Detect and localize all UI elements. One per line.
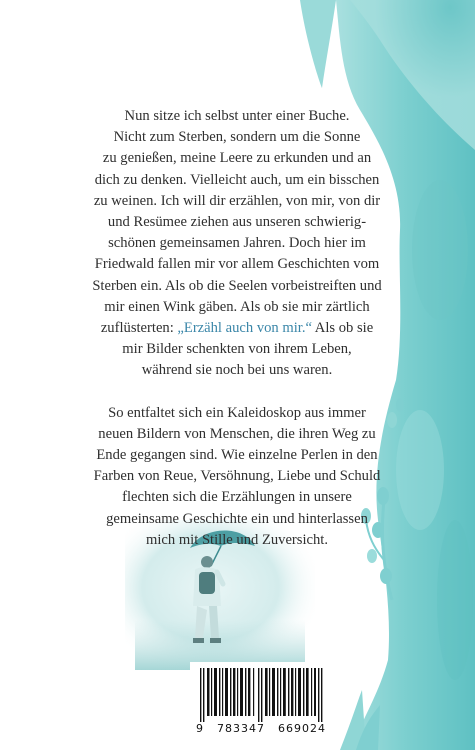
text-line: Nicht zum Sterben, sondern um die Sonne	[113, 129, 361, 146]
isbn-prefix-digit: 9	[196, 722, 204, 735]
text-line: Farben von Reue, Versöhnung, Liebe und Schuld	[93, 468, 381, 485]
text-line: Sterben ein. Als ob die Seelen vorbeistreiften und	[92, 277, 382, 294]
isbn-left-group: 783347	[217, 722, 265, 735]
text-line: und Resümee ziehen aus unseren schwierig-	[107, 214, 367, 231]
text-line: So entfaltet sich ein Kaleidoskop aus immer	[108, 404, 366, 421]
text-line: Nun sitze ich selbst unter einer Buche.	[124, 108, 350, 124]
text-line: mir einen Wink gäben. Als ob sie mir zärtlich	[104, 298, 370, 315]
isbn-right-group: 669024	[278, 722, 326, 735]
blurb-paragraph-1	[84, 106, 390, 382]
text-line: flechten sich die Erzählungen in unsere	[122, 489, 352, 506]
text-line: zu weinen. Ich will dir erzählen, von mir, von dir	[93, 192, 381, 209]
text-line: gemeinsame Geschichte ein und hinterlassen	[106, 510, 368, 527]
text-line: zu genießen, meine Leere zu erkunden und an	[102, 150, 372, 167]
text-line: mir Bilder schenkten von ihrem Leben,	[122, 341, 352, 358]
text-line: mich mit Stille und Zuversicht.	[146, 531, 328, 548]
isbn-barcode	[190, 662, 332, 746]
text-fragment: Als ob sie	[311, 320, 374, 337]
text-line: dich zu denken. Vielleicht auch, um ein bisschen	[94, 171, 380, 188]
isbn-digits	[190, 722, 332, 735]
blurb-text	[84, 106, 390, 551]
text-line-with-quote	[84, 318, 390, 339]
blurb-paragraph-2	[84, 403, 390, 551]
text-line: schönen gemeinsamen Jahren. Doch hier im	[108, 235, 366, 252]
highlighted-quote: „Erzähl auch von mir.“	[177, 320, 312, 337]
text-line: Friedwald fallen mir vor allem Geschichten vom	[94, 256, 380, 273]
text-line: neuen Bildern von Menschen, die ihren Weg zu	[98, 425, 376, 442]
barcode-bars	[198, 668, 324, 722]
text-line: Ende gegangen sind. Wie einzelne Perlen in den	[96, 447, 378, 464]
text-fragment: zuflüsterten:	[100, 320, 178, 337]
text-line: während sie noch bei uns waren.	[141, 362, 333, 379]
